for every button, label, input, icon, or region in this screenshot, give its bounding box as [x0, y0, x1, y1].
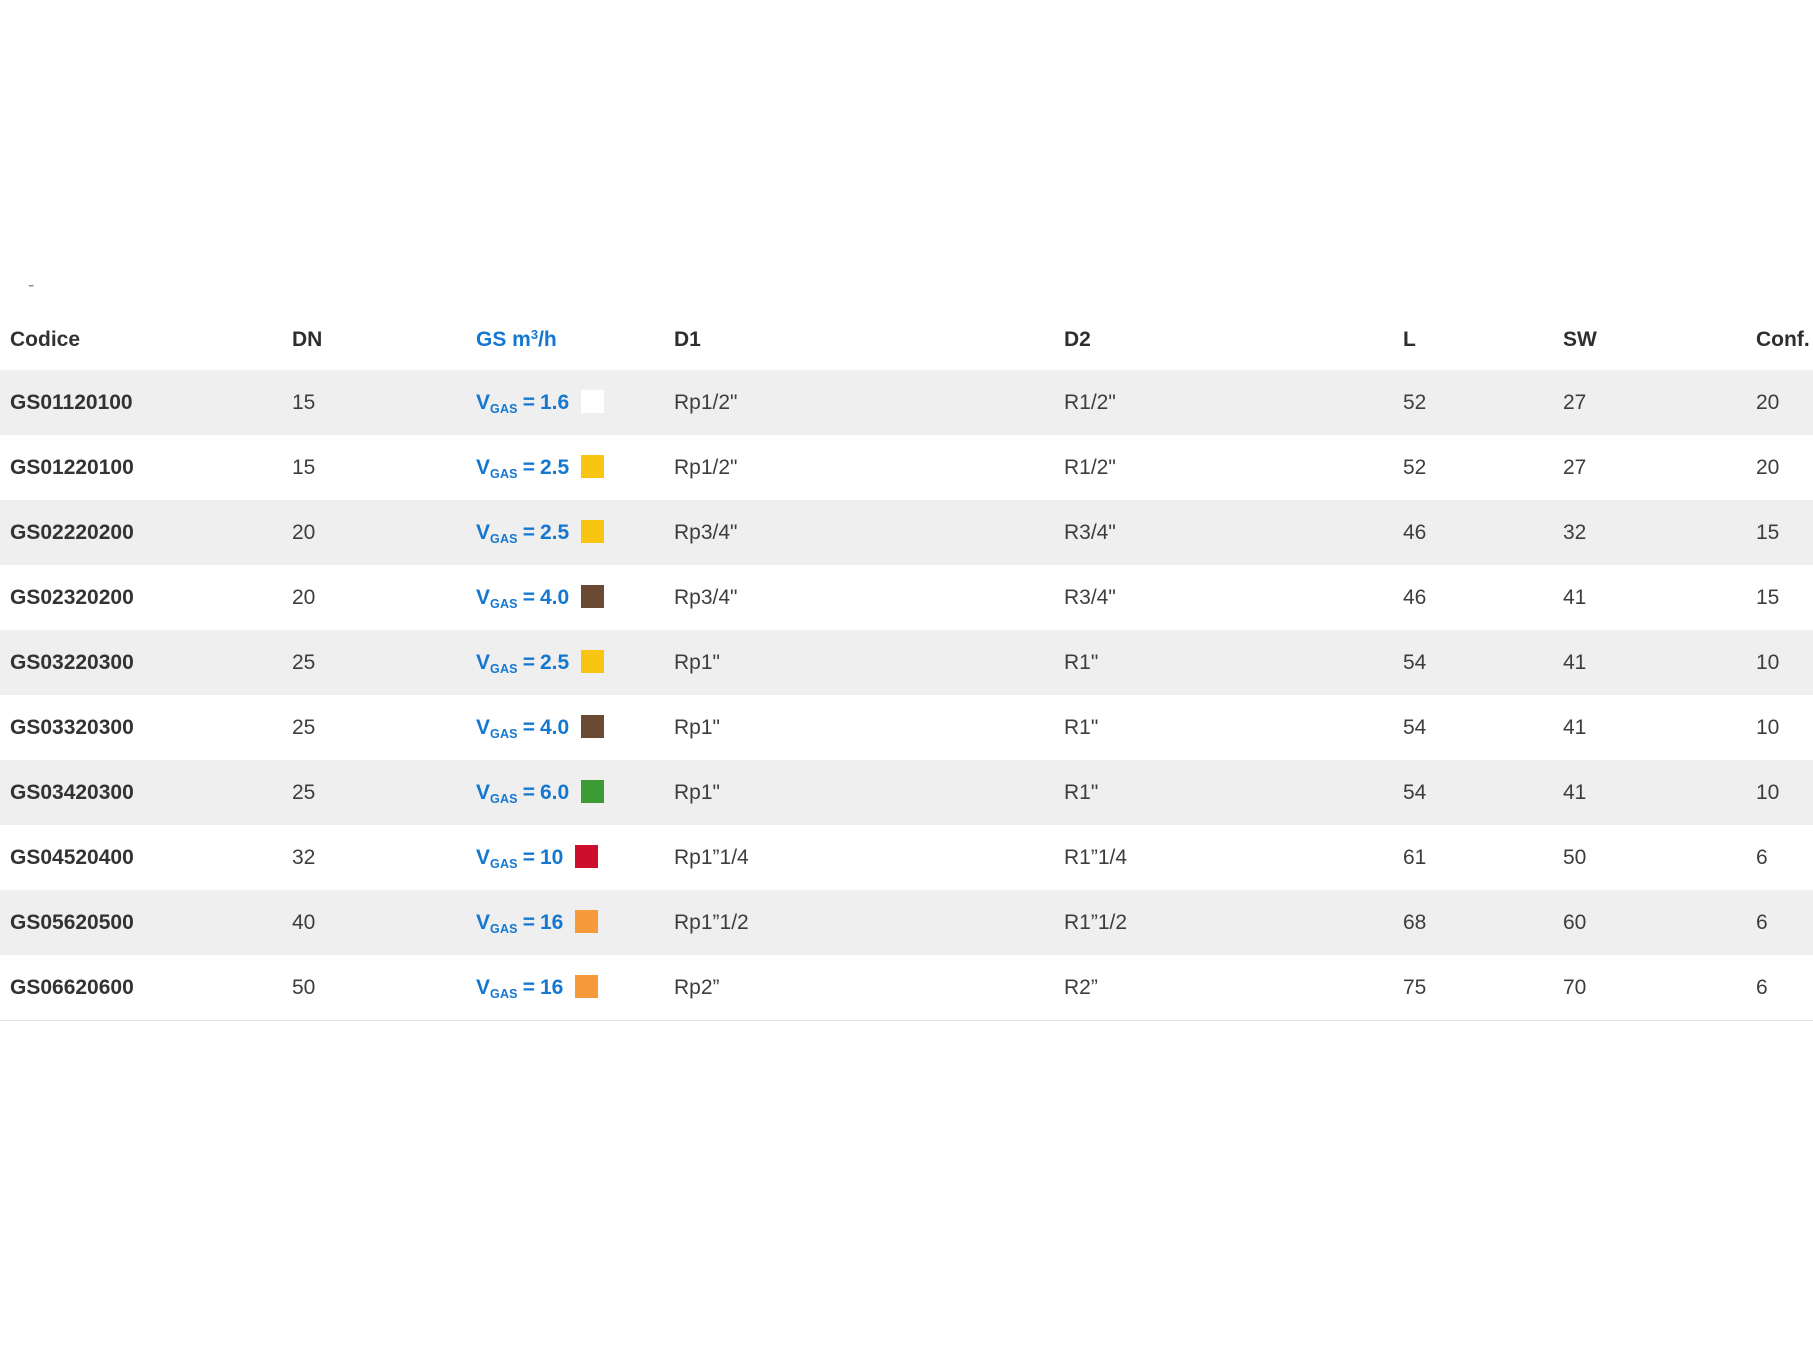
flow-class-swatch-red: [575, 845, 598, 868]
vgas-number: 10: [539, 846, 564, 869]
vgas-equals: =: [522, 391, 535, 414]
vgas-value: [476, 521, 569, 544]
cell-gas-flow: [466, 845, 664, 870]
header-sw: SW: [1563, 328, 1597, 351]
vgas-v: V: [476, 846, 491, 869]
flow-class-swatch-yellow: [581, 650, 604, 673]
header-codice: Codice: [10, 328, 81, 351]
cell-codice: GS06620600: [10, 975, 134, 999]
cell-gas-flow: [466, 585, 664, 610]
flow-class-swatch-orange: [575, 910, 598, 933]
vgas-number: 6.0: [539, 781, 570, 804]
cell-d1: Rp1”1/4: [674, 845, 749, 869]
cell-gas-flow: [466, 975, 664, 1000]
vgas-subscript: GAS: [490, 922, 518, 935]
cell-conf: 15: [1756, 520, 1780, 544]
vgas-subscript: GAS: [490, 402, 518, 415]
cell-sw: 60: [1563, 910, 1587, 934]
cell-l: 54: [1403, 780, 1427, 804]
vgas-equals: =: [522, 976, 535, 999]
vgas-value: [476, 586, 569, 609]
vgas-v: V: [476, 781, 491, 804]
cell-l: 52: [1403, 390, 1427, 414]
cell-d1: Rp3/4": [674, 585, 738, 609]
cell-codice: GS01220100: [10, 455, 134, 479]
vgas-subscript: GAS: [490, 857, 518, 870]
cell-dn: 40: [292, 910, 316, 934]
cell-gas-flow: [466, 650, 664, 675]
cell-sw: 41: [1563, 585, 1587, 609]
vgas-subscript: GAS: [490, 727, 518, 740]
cell-d1: Rp1/2": [674, 455, 738, 479]
table-row: [0, 565, 1813, 630]
table-body: [0, 370, 1813, 1021]
cell-conf: 6: [1756, 910, 1768, 934]
vgas-value: [476, 716, 569, 739]
cell-gas-flow: [466, 390, 664, 415]
table-row: [0, 825, 1813, 890]
vgas-value: [476, 456, 569, 479]
cell-d1: Rp1": [674, 650, 720, 674]
vgas-equals: =: [522, 456, 535, 479]
cell-d2: R3/4": [1064, 585, 1116, 609]
product-spec-table: [0, 310, 1813, 1021]
table-row: [0, 955, 1813, 1020]
stray-dash-text: -: [28, 275, 35, 296]
cell-conf: 10: [1756, 715, 1780, 739]
vgas-equals: =: [522, 651, 535, 674]
cell-codice: GS03220300: [10, 650, 134, 674]
cell-conf: 10: [1756, 650, 1780, 674]
cell-dn: 32: [292, 845, 316, 869]
cell-sw: 41: [1563, 780, 1587, 804]
cell-sw: 32: [1563, 520, 1587, 544]
header-gs-flow: [466, 328, 664, 352]
cell-d2: R1": [1064, 715, 1099, 739]
flow-class-swatch-brown: [581, 715, 604, 738]
cell-conf: 20: [1756, 455, 1780, 479]
vgas-number: 2.5: [539, 651, 570, 674]
cell-codice: GS04520400: [10, 845, 134, 869]
header-gs-superscript: 3: [530, 328, 539, 342]
table-row: [0, 695, 1813, 760]
cell-conf: 15: [1756, 585, 1780, 609]
cell-conf: 6: [1756, 975, 1768, 999]
cell-codice: GS01120100: [10, 390, 133, 414]
header-gs-suffix: /h: [538, 328, 557, 351]
cell-gas-flow: [466, 455, 664, 480]
cell-d1: Rp1": [674, 715, 720, 739]
vgas-value: [476, 911, 563, 934]
vgas-value: [476, 651, 569, 674]
cell-d2: R2”: [1064, 975, 1098, 999]
cell-d1: Rp1/2": [674, 390, 738, 414]
cell-sw: 70: [1563, 975, 1587, 999]
flow-class-swatch-orange: [575, 975, 598, 998]
cell-l: 46: [1403, 520, 1427, 544]
cell-d2: R1": [1064, 780, 1099, 804]
vgas-equals: =: [522, 846, 535, 869]
flow-class-swatch-green: [581, 780, 604, 803]
vgas-subscript: GAS: [490, 532, 518, 545]
cell-gas-flow: [466, 520, 664, 545]
cell-gas-flow: [466, 910, 664, 935]
cell-d1: Rp1”1/2: [674, 910, 749, 934]
cell-dn: 25: [292, 650, 316, 674]
vgas-value: [476, 846, 563, 869]
vgas-equals: =: [522, 586, 535, 609]
cell-sw: 27: [1563, 455, 1587, 479]
table-header-row: [0, 310, 1813, 370]
cell-sw: 41: [1563, 650, 1587, 674]
cell-conf: 6: [1756, 845, 1768, 869]
cell-dn: 25: [292, 780, 316, 804]
cell-codice: GS02320200: [10, 585, 134, 609]
cell-d1: Rp1": [674, 780, 720, 804]
cell-d2: R3/4": [1064, 520, 1116, 544]
cell-d2: R1/2": [1064, 390, 1116, 414]
table-row: [0, 630, 1813, 695]
cell-codice: GS03420300: [10, 780, 134, 804]
vgas-value: [476, 781, 569, 804]
vgas-number: 2.5: [539, 456, 570, 479]
cell-l: 68: [1403, 910, 1427, 934]
table-row: [0, 435, 1813, 500]
vgas-v: V: [476, 976, 491, 999]
flow-class-swatch-white: [581, 390, 604, 413]
cell-l: 54: [1403, 715, 1427, 739]
cell-conf: 10: [1756, 780, 1780, 804]
cell-dn: 25: [292, 715, 316, 739]
vgas-v: V: [476, 651, 491, 674]
vgas-v: V: [476, 911, 491, 934]
cell-dn: 15: [292, 455, 316, 479]
flow-class-swatch-yellow: [581, 520, 604, 543]
vgas-equals: =: [522, 781, 535, 804]
cell-gas-flow: [466, 780, 664, 805]
header-dn: DN: [292, 328, 323, 351]
cell-conf: 20: [1756, 390, 1780, 414]
cell-dn: 20: [292, 520, 316, 544]
vgas-subscript: GAS: [490, 662, 518, 675]
cell-d2: R1”1/4: [1064, 845, 1128, 869]
cell-sw: 50: [1563, 845, 1587, 869]
table-row: [0, 760, 1813, 825]
cell-gas-flow: [466, 715, 664, 740]
cell-sw: 27: [1563, 390, 1587, 414]
table-row: [0, 500, 1813, 565]
cell-d2: R1": [1064, 650, 1099, 674]
vgas-v: V: [476, 456, 491, 479]
flow-class-swatch-yellow: [581, 455, 604, 478]
vgas-v: V: [476, 716, 491, 739]
cell-d2: R1/2": [1064, 455, 1116, 479]
cell-dn: 15: [292, 390, 316, 414]
vgas-number: 4.0: [539, 586, 570, 609]
header-d1: D1: [674, 328, 701, 351]
vgas-subscript: GAS: [490, 597, 518, 610]
vgas-subscript: GAS: [490, 467, 518, 480]
cell-d2: R1”1/2: [1064, 910, 1128, 934]
vgas-value: [476, 976, 563, 999]
vgas-equals: =: [522, 911, 535, 934]
vgas-number: 1.6: [539, 391, 570, 414]
vgas-subscript: GAS: [490, 987, 518, 1000]
cell-l: 75: [1403, 975, 1427, 999]
table-row: [0, 370, 1813, 435]
cell-codice: GS02220200: [10, 520, 134, 544]
header-l: L: [1403, 328, 1416, 351]
cell-l: 54: [1403, 650, 1427, 674]
header-conf: Conf.: [1756, 328, 1810, 351]
cell-sw: 41: [1563, 715, 1587, 739]
table-row: [0, 890, 1813, 955]
vgas-v: V: [476, 586, 491, 609]
cell-d1: Rp3/4": [674, 520, 738, 544]
vgas-subscript: GAS: [490, 792, 518, 805]
vgas-number: 4.0: [539, 716, 570, 739]
vgas-v: V: [476, 521, 491, 544]
vgas-value: [476, 391, 569, 414]
cell-dn: 50: [292, 975, 316, 999]
cell-dn: 20: [292, 585, 316, 609]
vgas-number: 2.5: [539, 521, 570, 544]
vgas-equals: =: [522, 521, 535, 544]
vgas-equals: =: [522, 716, 535, 739]
vgas-number: 16: [539, 911, 564, 934]
header-gs-prefix: GS m: [476, 328, 531, 351]
header-d2: D2: [1064, 328, 1091, 351]
flow-class-swatch-brown: [581, 585, 604, 608]
cell-d1: Rp2”: [674, 975, 720, 999]
cell-codice: GS03320300: [10, 715, 134, 739]
cell-codice: GS05620500: [10, 910, 134, 934]
cell-l: 46: [1403, 585, 1427, 609]
cell-l: 61: [1403, 845, 1427, 869]
vgas-number: 16: [539, 976, 564, 999]
cell-l: 52: [1403, 455, 1427, 479]
vgas-v: V: [476, 391, 491, 414]
